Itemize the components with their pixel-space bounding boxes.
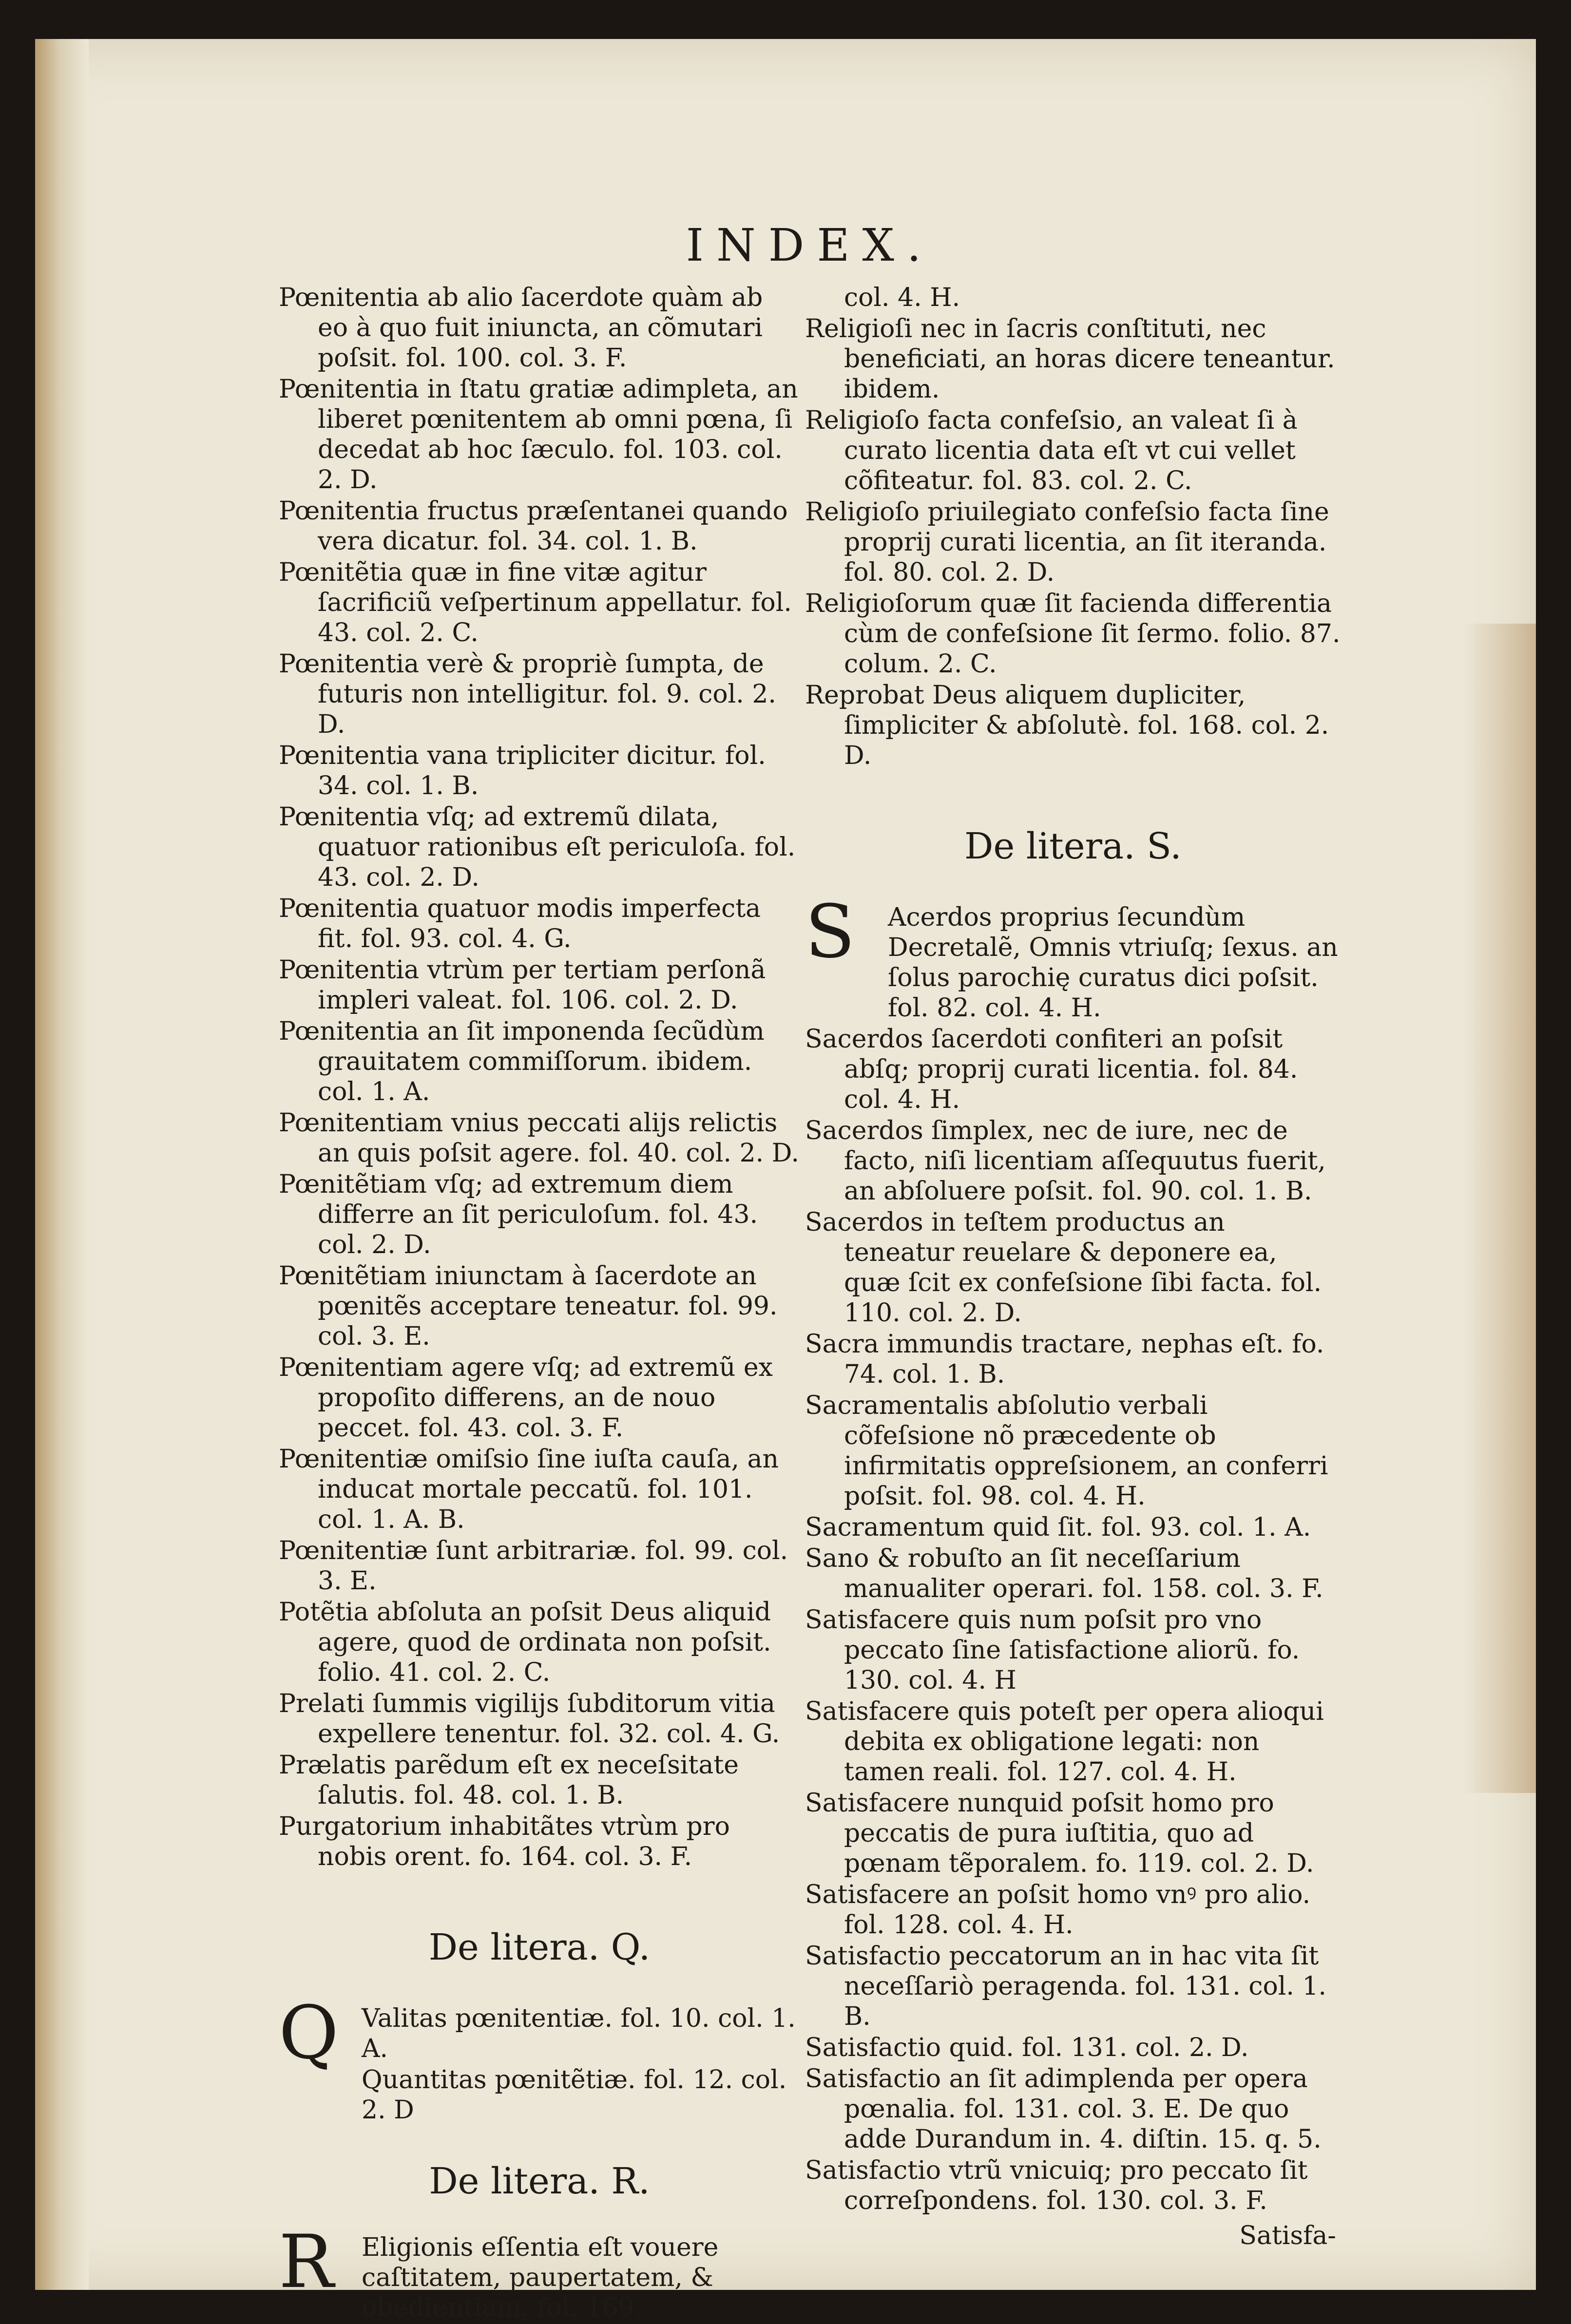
left-column: [279, 283, 800, 2324]
index-entry: Pœnitentia ab alio ſacerdote quàm ab eo à quo fuit iniuncta, an cõmutari poſsit. fol. 100. col. 3. F.: [279, 283, 763, 373]
left-entries: [279, 283, 800, 1872]
index-entry: Religioſo facta confeſsio, an valeat ſi à curato licentia data eſt vt cui vellet cõfiteatur. fol. 83. col. 2. C.: [805, 406, 1298, 495]
page-edge-stain: [1463, 624, 1536, 1793]
index-entry: Pœnitentiam agere vſq; ad extremũ ex propoſito differens, an de nouo peccet. fol. 43. col. 3. F.: [279, 1353, 773, 1443]
index-entry: Pœnitentia an ſit imponenda ſecũdùm grauitatem commiſſorum. ibidem. col. 1. A.: [279, 1017, 765, 1106]
index-entry: Satisfactio an ſit adimplenda per opera pœnalia. fol. 131. col. 3. E. De quo adde Durandum in. 4. diſtin. 15. q. 5.: [805, 2064, 1322, 2154]
continuation-entry: col. 4. H.: [844, 283, 960, 312]
index-entry: Pœnitentia vtrùm per tertiam perſonã impleri valeat. fol. 106. col. 2. D.: [279, 955, 766, 1015]
index-entry: Pœnitentia verè & propriè ſumpta, de futuris non intelligitur. fol. 9. col. 2. D.: [279, 649, 776, 739]
section-title-r: De litera. R.: [429, 2160, 650, 2202]
index-entry: Pœnitentia in ſtatu gratiæ adimpleta, an liberet pœnitentem ab omni pœna, ſi decedat ab hoc ſæculo. fol. 103. col. 2. D.: [279, 375, 798, 495]
index-entry: Sano & robuſto an ſit neceſſarium manualiter operari. fol. 158. col. 3. F.: [805, 1544, 1323, 1603]
index-entry: Prælatis parẽdum eſt ex neceſsitate ſalutis. fol. 48. col. 1. B.: [279, 1751, 739, 1810]
section-r-block: [279, 2220, 800, 2323]
index-entry: Sacramentalis abſolutio verbali cõfeſsione nõ præcedente ob infirmitatis oppreſsionem, an conferri poſsit. fol. 98. col. 4. H.: [805, 1391, 1328, 1511]
index-entry: Religioſi nec in ſacris conſtituti, nec beneficiati, an horas dicere teneantur. ibidem.: [805, 314, 1335, 404]
index-entry: Eligionis eſſentia eſt vouere caſtitatem, paupertatem, & obedientiam. fol. 169.: [362, 2233, 719, 2323]
index-entry: Pœnitentia fructus præſentanei quando vera dicatur. fol. 34. col. 1. B.: [279, 496, 788, 556]
index-entry: Pœnitẽtiam iniunctam à ſacerdote an pœnitẽs acceptare teneatur. fol. 99. col. 3. E.: [279, 1261, 778, 1351]
index-entry: Sacerdos in teſtem productus an teneatur reuelare & deponere ea, quæ ſcit ex confeſsione ſibi facta. fol. 110. col. 2. D.: [805, 1208, 1322, 1328]
page-header: INDEX.: [686, 219, 934, 271]
index-entry: Pœnitentia vana tripliciter dicitur. fol. 34. col. 1. B.: [279, 741, 766, 800]
index-entry: Sacramentum quid ſit. fol. 93. col. 1. A.: [805, 1513, 1311, 1542]
index-entry: Satisfactio vtrũ vnicuiq; pro peccato ſit correſpondens. fol. 130. col. 3. F.: [805, 2156, 1308, 2215]
book-page: [35, 39, 1536, 2323]
index-entry: Valitas pœnitentiæ. fol. 10. col. 1. A.: [362, 2004, 796, 2063]
index-entry: Satisfactio peccatorum an in hac vita ſit neceſſariò peragenda. fol. 131. col. 1. B.: [805, 1942, 1327, 2031]
index-entry: Pœnitẽtia quæ in fine vitæ agitur ſacrificiũ veſpertinum appellatur. fol. 43. col. 2. C.: [279, 558, 792, 648]
dropcap-q: Q: [279, 1991, 339, 2076]
index-entry: Satisfacere an poſsit homo vnꝰ pro alio. fol. 128. col. 4. H.: [805, 1880, 1311, 1940]
index-entry: Pœnitentia vſq; ad extremũ dilata, quatuor rationibus eſt periculoſa. fol. 43. col. 2. D.: [279, 802, 796, 892]
index-entry: Religioſorum quæ ſit facienda differentia cùm de confeſsione ſit ſermo. folio. 87. colum. 2. C.: [805, 589, 1341, 679]
index-entry: Satisfacere quis poteſt per opera alioqui debita ex obligatione legati: non tamen reali. fol. 127. col. 4. H.: [805, 1697, 1324, 1787]
page-spine-shadow: [35, 39, 89, 2290]
index-entry: Pœnitentiam vnius peccati alijs relictis an quis poſsit agere. fol. 40. col. 2. D.: [279, 1108, 800, 1168]
index-entry: Potẽtia abſoluta an poſsit Deus aliquid agere, quod de ordinata non poſsit. folio. 41. col. 2. C.: [279, 1598, 771, 1687]
index-entry: Pœnitentiæ omiſsio ſine iuſta cauſa, an inducat mortale peccatũ. fol. 101. col. 1. A. B.: [279, 1445, 779, 1534]
index-entry: Satisfacere nunquid poſsit homo pro peccatis de pura iuſtitia, quo ad pœnam tẽporalem. fo. 119. col. 2. D.: [805, 1789, 1314, 1878]
dropcap-s: S: [805, 890, 855, 974]
section-s-block: [805, 890, 1341, 1023]
dropcap-r: R: [279, 2220, 334, 2305]
index-entry: Acerdos proprius ſecundùm Decretalẽ, Omnis vtriuſq; ſexus. an ſolus parochię curatus dici poſsit. fol. 82. col. 4. H.: [888, 903, 1338, 1023]
index-entry: Pœnitẽtiam vſq; ad extremum diem differre an ſit periculoſum. fol. 43. col. 2. D.: [279, 1170, 758, 1259]
catchword: Satisfa-: [1239, 2221, 1336, 2250]
index-entry: Satisfacere quis num poſsit pro vno peccato ſine ſatisfactione aliorũ. fo. 130. col. 4. H: [805, 1605, 1300, 1695]
index-entry: Satisfactio quid. fol. 131. col. 2. D.: [805, 2033, 1249, 2062]
section-title-q: De litera. Q.: [428, 1926, 651, 1968]
index-entry: Prelati ſummis vigilijs ſubditorum vitia expellere tenentur. fol. 32. col. 4. G.: [279, 1689, 780, 1749]
section-title-s: De litera. S.: [964, 825, 1182, 867]
index-entry: Religioſo priuilegiato confeſsio facta ſine proprij curati licentia, an ſit iteranda. fol. 80. col. 2. D.: [805, 497, 1329, 587]
index-entry: Sacerdos ſimplex, nec de iure, nec de facto, niſi licentiam aſſequutus fuerit, an abſoluere poſsit. fol. 90. col. 1. B.: [805, 1116, 1326, 1206]
index-entry: Sacra immundis tractare, nephas eſt. fo. 74. col. 1. B.: [805, 1330, 1324, 1389]
index-entry: Pœnitentia quatuor modis imperfecta fit. fol. 93. col. 4. G.: [279, 894, 761, 953]
index-entry: Purgatorium inhabitãtes vtrùm pro nobis orent. fo. 164. col. 3. F.: [279, 1812, 730, 1871]
index-entry: Quantitas pœnitẽtiæ. fol. 12. col. 2. D: [362, 2065, 787, 2125]
index-entry: Reprobat Deus aliquem dupliciter, ſimpliciter & abſolutè. fol. 168. col. 2. D.: [805, 681, 1329, 770]
index-entry: Sacerdos ſacerdoti confiteri an poſsit abſq; proprij curati licentia. fol. 84. col. 4. H.: [805, 1025, 1298, 1114]
right-column: [805, 283, 1341, 2251]
index-entry: Pœnitentiæ ſunt arbitrariæ. fol. 99. col. 3. E.: [279, 1536, 788, 1596]
section-q-block: [279, 1991, 800, 2125]
section-s-entries: [805, 1024, 1341, 2216]
